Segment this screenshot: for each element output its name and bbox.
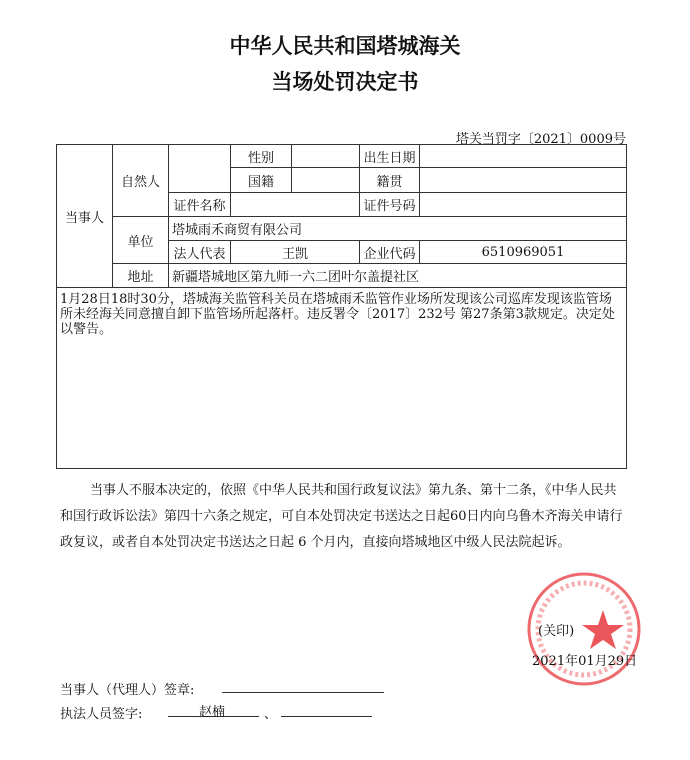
seal-label: (关印) — [538, 624, 575, 639]
gender-label: 性别 — [230, 144, 292, 168]
signature-separator: 、 — [264, 707, 278, 722]
nationality-value — [291, 167, 360, 193]
officer-sign-label: 执法人员签字: — [60, 707, 143, 722]
id-number-label: 证件号码 — [359, 192, 420, 217]
native-place-value — [419, 167, 627, 193]
doc-number: 塔关当罚字〔2021〕0009号 — [455, 132, 626, 147]
address-value: 新疆塔城地区第九师一六二团叶尔盖提社区 — [168, 263, 627, 288]
birth-value — [419, 144, 627, 168]
appeal-notice: 当事人不服本决定的，依照《中华人民共和国行政复议法》第九条、第十二条，《中华人民共和国行政诉讼法》第四十六条之规定，可自本处罚决定书送达之日起60日内向乌鲁木齐海关申请行政复议，或者自本处罚决定书送达之日起 6 个月内，直接向塔城地区中级人民法院起诉。 — [60, 483, 623, 550]
decision-date: 2021年01月29日 — [532, 654, 638, 669]
id-number-value — [419, 192, 627, 217]
blank-cell — [168, 144, 231, 193]
facts-cell: 1月28日18时30分，塔城海关监管科关员在塔城雨禾监管作业场所发现该公司巡库发现该监管场所未经海关同意擅自卸下监管场所起落杆。违反署令〔2017〕232号 第27条第3款规定。决定处以警告。 — [56, 287, 627, 469]
unit-label: 单位 — [112, 216, 169, 264]
legal-rep-label: 法人代表 — [168, 240, 231, 264]
party-signature-line[interactable] — [222, 692, 384, 693]
party-label: 当事人 — [56, 144, 113, 288]
company-code-label: 企业代码 — [359, 240, 420, 264]
birth-label: 出生日期 — [359, 144, 420, 168]
nationality-label: 国籍 — [230, 167, 292, 193]
address-label: 地址 — [112, 263, 169, 288]
natural-person-label: 自然人 — [112, 144, 169, 217]
unit-name: 塔城雨禾商贸有限公司 — [168, 216, 627, 241]
id-name-label: 证件名称 — [168, 192, 231, 217]
gender-value — [291, 144, 360, 168]
legal-rep-value: 王凯 — [230, 240, 360, 264]
officer2-signature-line[interactable] — [281, 716, 372, 717]
title-line1: 中华人民共和国塔城海关 — [229, 34, 461, 58]
officer1-name: 赵楠 — [199, 705, 226, 720]
native-place-label: 籍贯 — [359, 167, 420, 193]
id-name-value — [230, 192, 360, 217]
title-line2: 当场处罚决定书 — [271, 70, 419, 94]
company-code-value: 6510969051 — [419, 240, 627, 264]
party-sign-label: 当事人（代理人）签章: — [60, 683, 195, 698]
star-icon — [582, 610, 624, 649]
